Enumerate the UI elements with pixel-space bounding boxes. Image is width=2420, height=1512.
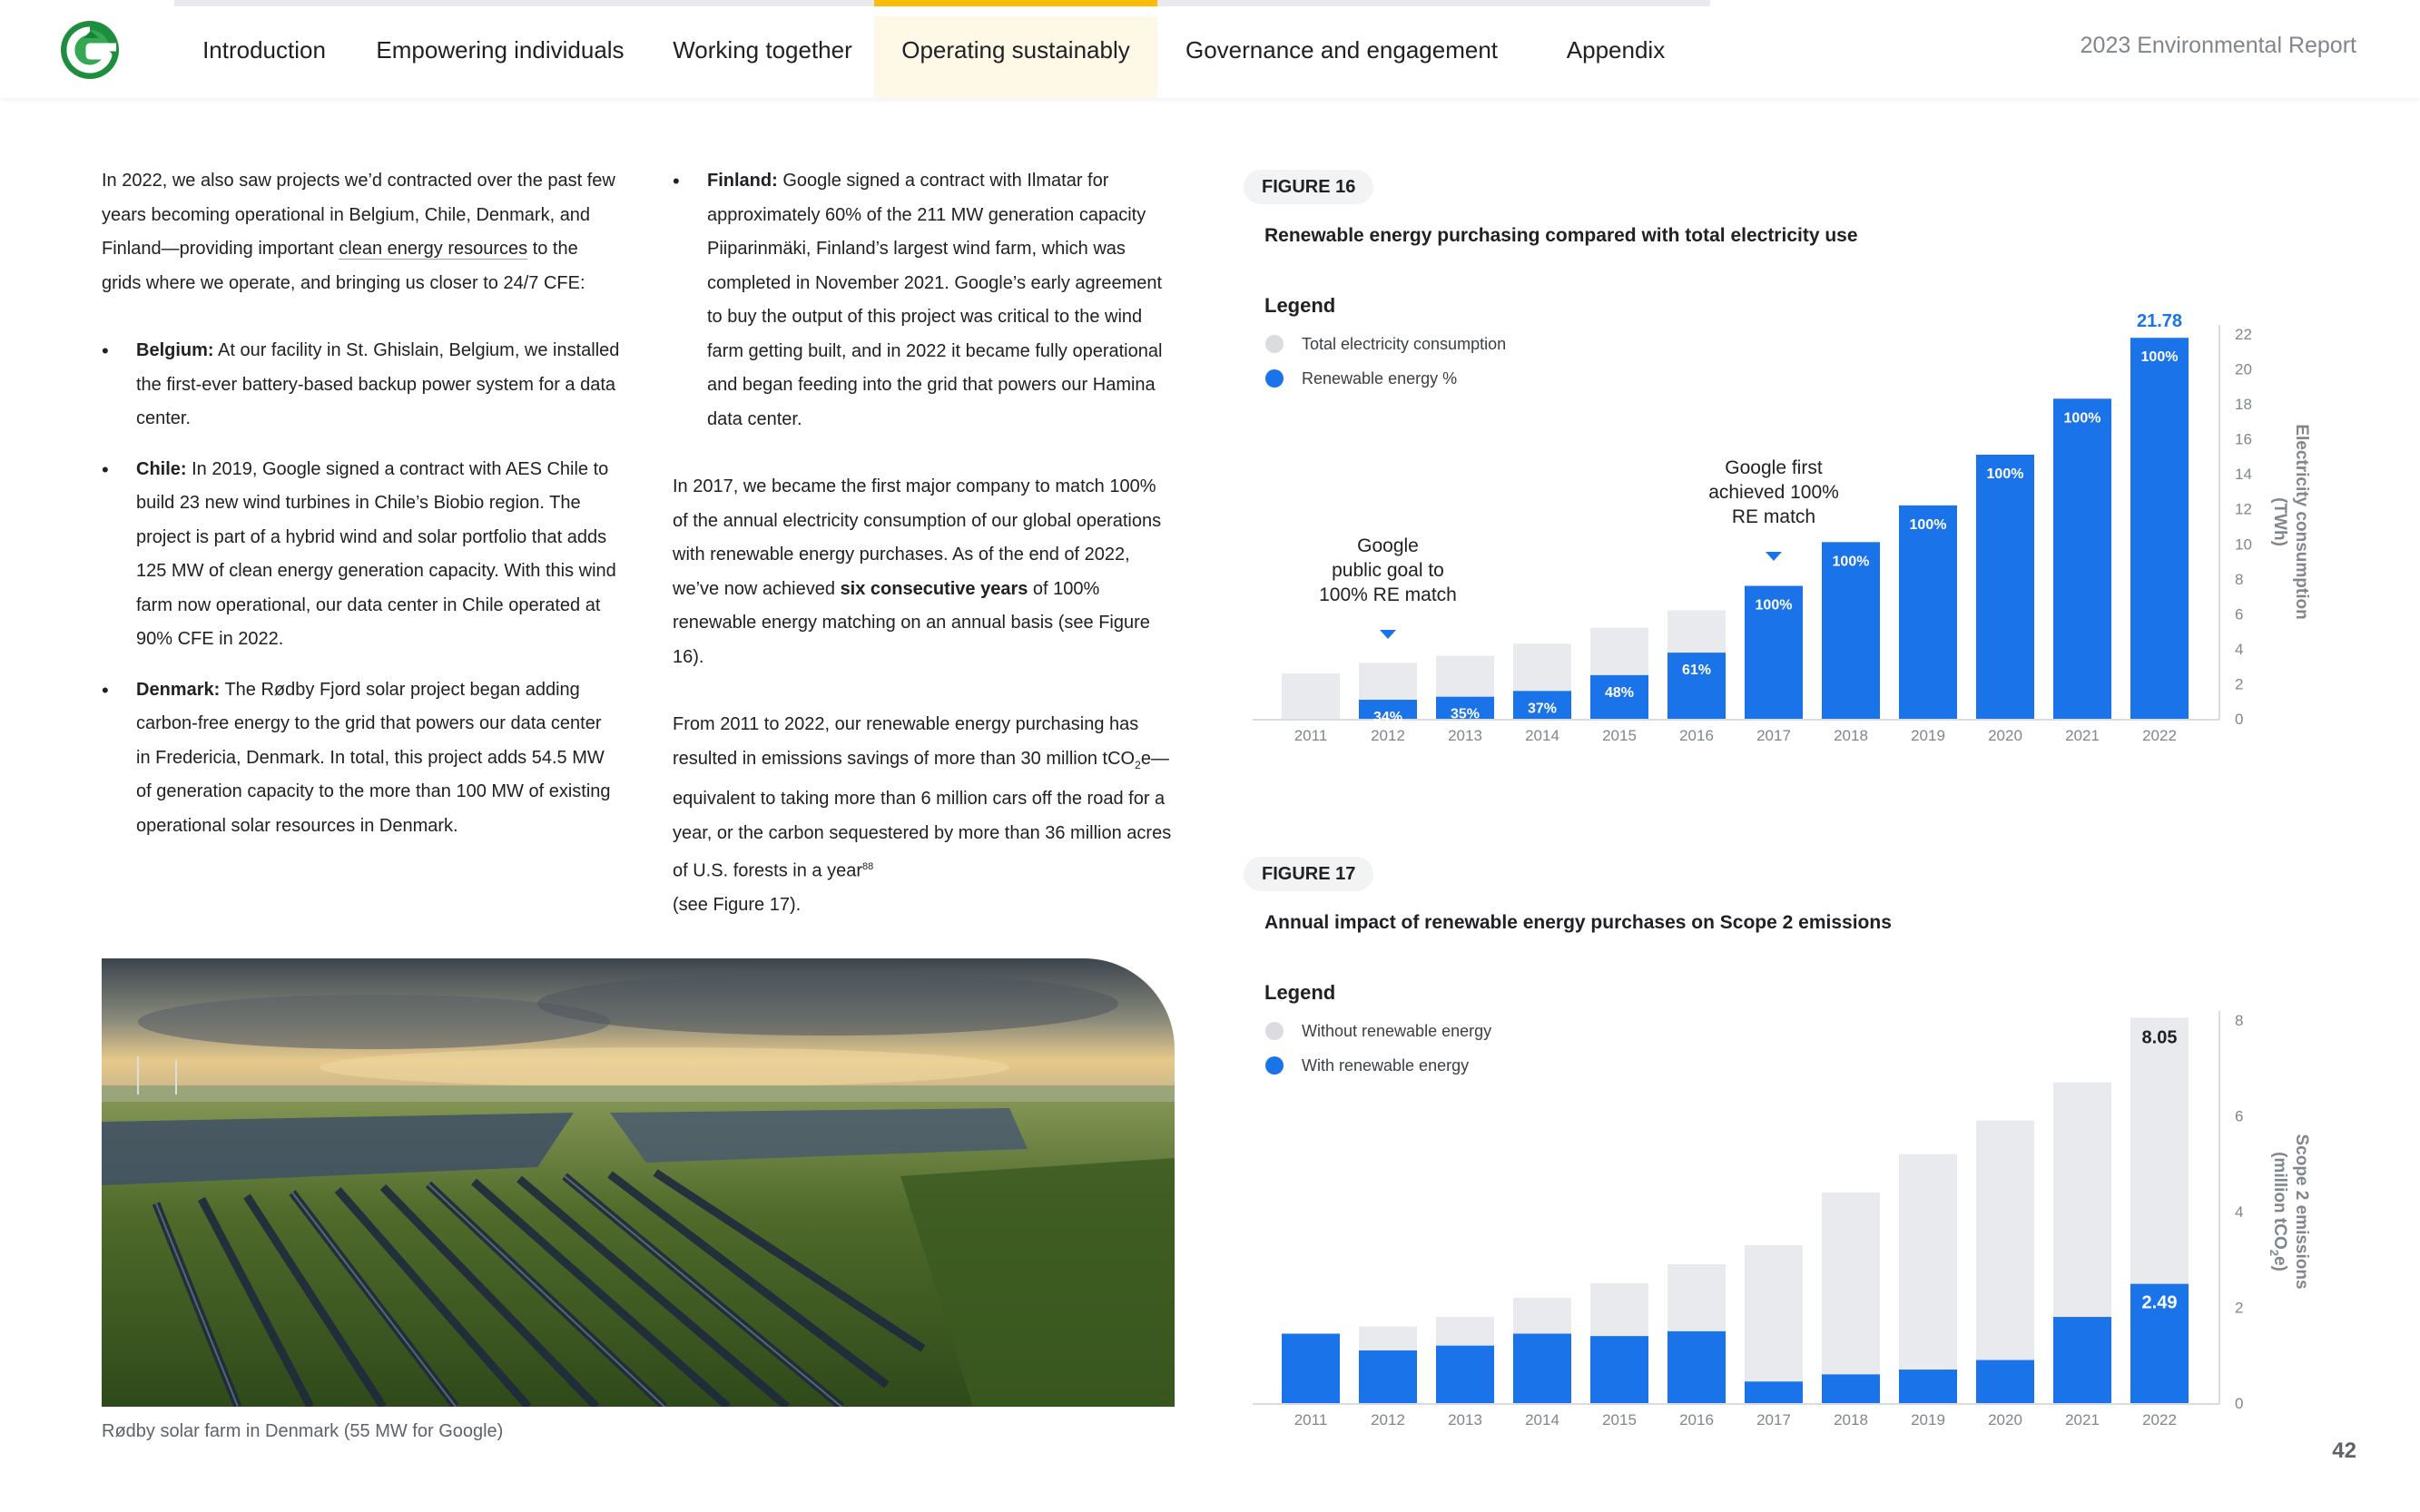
intro-text: In 2022, we also saw projects we’d contracted over the past few years becoming operational in Belgium, Chile, Denmark, and Finland—providing important	[102, 171, 615, 259]
bullet-chile	[102, 453, 619, 657]
bullet-chile-label: Chile:	[136, 458, 187, 479]
x-tick-label: 2018	[1834, 727, 1868, 744]
y-tick-label: 2	[2235, 1299, 2244, 1317]
y-tick-label: 14	[2235, 466, 2252, 484]
paragraph-2017-text: In 2017, we became the first major company to match 100% of the annual electricity consumption of our global operations with renewable energy purchases. As of the end of 2022, we’ve now achieved	[673, 476, 1162, 599]
figure-16-legend-title: Legend	[1264, 294, 1336, 317]
data-label-percent: 61%	[1681, 663, 1712, 679]
photo-caption: Rødby solar farm in Denmark (55 MW for Google)	[102, 1421, 504, 1441]
y-tick-label: 18	[2235, 396, 2252, 414]
x-tick-label: 2017	[1756, 727, 1791, 744]
emissions-text-mid: e—equivalent to taking more than 6 million cars off the road for a year, or the carbon sequestered by more than 36 million acres of U.S. forests in a year	[673, 748, 1172, 881]
paragraph-2017-match	[673, 470, 1174, 674]
bar-with-renewable	[1359, 1350, 1417, 1403]
x-tick-label: 2021	[2065, 1411, 2100, 1429]
bar-with-renewable	[1282, 1334, 1340, 1403]
bar-renewable-energy	[1899, 506, 1957, 719]
legend-total-electricity: Total electricity consumption	[1302, 335, 1507, 353]
figure-17-legend-title: Legend	[1264, 981, 1336, 1004]
y-tick-label: 6	[2235, 1107, 2244, 1125]
bullet-belgium-label: Belgium:	[136, 340, 214, 360]
nav-operating-sustainably[interactable]: Operating sustainably	[874, 16, 1157, 98]
legend-without-renewable: Without renewable energy	[1302, 1022, 1492, 1040]
bar-total-electricity	[1282, 673, 1340, 719]
data-label-without-2022: 8.05	[2141, 1027, 2178, 1048]
legend-with-renewable: With renewable energy	[1302, 1056, 1470, 1075]
annotation-text: Google	[1357, 535, 1419, 556]
intro-text-end: to the grids where we operate, and bringing us closer to 24/7 CFE:	[102, 239, 585, 293]
six-years-emphasis: six consecutive years	[840, 578, 1028, 599]
y-tick-label: 12	[2235, 500, 2252, 518]
x-tick-label: 2021	[2065, 727, 2100, 744]
y-tick-label: 6	[2235, 605, 2244, 623]
nav-governance-and-engagement[interactable]: Governance and engagement	[1185, 36, 1499, 64]
page-number: 42	[2332, 1438, 2356, 1463]
solar-farm-photo	[102, 958, 1175, 1407]
y-tick-label: 0	[2235, 1395, 2244, 1412]
x-tick-label: 2012	[1371, 727, 1405, 744]
y-tick-label: 20	[2235, 360, 2252, 378]
data-label-total-2022: 21.78	[2136, 311, 2183, 332]
intro-paragraph	[102, 164, 619, 300]
emissions-text: From 2011 to 2022, our renewable energy purchasing has resulted in emissions savings of more than 30 million tCO	[673, 714, 1139, 769]
nav-empowering-individuals[interactable]: Empowering individuals	[376, 36, 625, 64]
bullet-denmark	[102, 673, 619, 844]
x-tick-label: 2016	[1679, 727, 1714, 744]
bullet-finland-text: Google signed a contract with Ilmatar for approximately 60% of the 211 MW generation capacity Piiparinmäki, Finland’s largest wind farm, which was completed in November 2021. Google’s early agreement to buy the output of this project was critical to the wind farm getting built, and in 2022 it became fully operational and began feeding into the grid that powers our Hamina data center.	[707, 171, 1163, 429]
x-tick-label: 2013	[1448, 1411, 1482, 1429]
bullet-belgium	[102, 334, 644, 437]
bar-with-renewable	[1899, 1370, 1957, 1403]
bullet-belgium-text: At our facility in St. Ghislain, Belgium, we installed the first-ever battery-based backup power system for a data center.	[136, 340, 620, 428]
paragraph-2017-text-end: of 100% renewable energy matching on an annual basis (see Figure 16).	[673, 578, 1150, 667]
x-tick-label: 2011	[1294, 727, 1328, 744]
nav-introduction[interactable]: Introduction	[202, 36, 326, 64]
x-tick-label: 2022	[2142, 1411, 2177, 1429]
y-tick-label: 22	[2235, 326, 2252, 343]
bar-renewable-energy	[2053, 398, 2111, 719]
emissions-text-end: (see Figure 17).	[673, 895, 802, 916]
figure-16-title: Renewable energy purchasing compared with total electricity use	[1264, 225, 1858, 246]
bullet-denmark-text: The Rødby Fjord solar project began adding carbon-free energy to the grid that powers our data center in Fredericia, Denmark. In total, this project adds 54.5 MW of generation capacity to the more than 100 MW of existing operational solar resources in Denmark.	[136, 679, 611, 836]
data-label-with-2022: 2.49	[2141, 1292, 2178, 1313]
bar-with-renewable	[1513, 1334, 1571, 1403]
x-tick-label: 2022	[2142, 727, 2177, 744]
x-tick-label: 2015	[1602, 1411, 1637, 1429]
x-tick-label: 2014	[1525, 1411, 1559, 1429]
legend-renewable-percent: Renewable energy %	[1302, 369, 1458, 388]
bar-with-renewable	[2053, 1317, 2111, 1403]
figure-17-chart	[1244, 989, 2333, 1443]
bar-without-renewable	[1745, 1245, 1803, 1403]
y-axis-label: Scope 2 emissions(million tCO$_2$e)	[2268, 1134, 2311, 1290]
figure-17-title: Annual impact of renewable energy purchases on Scope 2 emissions	[1264, 912, 1892, 933]
footnote-88-link[interactable]: 88	[861, 861, 874, 872]
data-label-percent: 37%	[1527, 701, 1558, 717]
data-label-percent: 100%	[2063, 410, 2101, 427]
co2-subscript: 2	[1135, 758, 1141, 771]
x-tick-label: 2020	[1988, 727, 2022, 744]
y-axis-label: Electricity consumption(TWh)	[2270, 424, 2311, 620]
x-tick-label: 2019	[1911, 727, 1945, 744]
paragraph-emissions-savings	[673, 708, 1174, 923]
x-tick-label: 2018	[1834, 1411, 1868, 1429]
data-label-percent: 100%	[2140, 349, 2179, 366]
data-label-percent: 34%	[1372, 710, 1403, 726]
y-tick-label: 2	[2235, 675, 2244, 693]
nav-appendix[interactable]: Appendix	[1566, 36, 1666, 64]
bullet-chile-text: In 2019, Google signed a contract with AES Chile to build 23 new wind turbines in Chile’s Biobio region. The project is part of a hybrid wind and solar portfolio that adds 125 MW of clean energy generation capacity. With this wind farm now operational, our data center in Chile operated at 90% CFE in 2022.	[136, 458, 616, 649]
figure-17-badge: FIGURE 17	[1244, 857, 1373, 891]
x-tick-label: 2015	[1602, 727, 1637, 744]
y-tick-label: 10	[2235, 535, 2252, 554]
figure-16-chart	[1244, 299, 2333, 753]
data-label-percent: 100%	[1755, 597, 1793, 614]
bar-with-renewable	[1976, 1360, 2034, 1403]
x-tick-label: 2013	[1448, 727, 1482, 744]
clean-energy-resources-link[interactable]: clean energy resources	[339, 239, 528, 259]
bullet-denmark-label: Denmark:	[136, 679, 221, 700]
data-label-percent: 100%	[1909, 516, 1947, 533]
annotation-text: achieved 100%	[1708, 482, 1839, 503]
annotation-arrow-icon	[1380, 630, 1396, 639]
solar-farm-illustration	[102, 958, 1175, 1407]
x-tick-label: 2011	[1294, 1411, 1328, 1429]
data-label-percent: 100%	[1986, 466, 2024, 482]
data-label-percent: 48%	[1604, 684, 1635, 701]
annotation-text: Google first	[1725, 457, 1823, 478]
y-tick-label: 8	[2235, 570, 2244, 588]
bar-with-renewable	[1745, 1381, 1803, 1403]
nav-working-together[interactable]: Working together	[673, 36, 852, 64]
x-tick-label: 2016	[1679, 1411, 1714, 1429]
bar-with-renewable	[1667, 1331, 1726, 1403]
bar-renewable-energy	[1976, 455, 2034, 719]
bullet-finland-label: Finland:	[707, 171, 778, 191]
annotation-text: RE match	[1731, 506, 1816, 527]
text-column-middle	[673, 164, 1174, 923]
bar-with-renewable	[1822, 1374, 1880, 1403]
x-tick-label: 2019	[1911, 1411, 1945, 1429]
bar-without-renewable	[1822, 1193, 1880, 1403]
annotation-arrow-icon	[1766, 552, 1782, 561]
bar-with-renewable	[1590, 1336, 1648, 1403]
bar-with-renewable	[1436, 1346, 1494, 1403]
bar-renewable-energy	[2130, 338, 2189, 719]
data-label-percent: 35%	[1450, 706, 1481, 722]
bar-without-renewable	[1899, 1154, 1957, 1403]
x-tick-label: 2014	[1525, 727, 1559, 744]
report-title: 2023 Environmental Report	[2080, 33, 2356, 58]
x-tick-label: 2017	[1756, 1411, 1791, 1429]
y-tick-label: 0	[2235, 711, 2244, 728]
top-navigation-bar	[0, 0, 2420, 98]
annotation-text: public goal to	[1332, 560, 1444, 581]
figure-16-badge: FIGURE 16	[1244, 170, 1373, 204]
text-column-left	[102, 164, 619, 843]
y-tick-label: 8	[2235, 1012, 2244, 1029]
y-tick-label: 16	[2235, 430, 2252, 448]
x-tick-label: 2020	[1988, 1411, 2022, 1429]
y-tick-label: 4	[2235, 1203, 2244, 1221]
google-g-logo-icon[interactable]	[60, 20, 120, 80]
y-tick-label: 4	[2235, 640, 2244, 658]
x-tick-label: 2012	[1371, 1411, 1405, 1429]
bullet-finland	[673, 164, 1174, 437]
annotation-text: 100% RE match	[1319, 584, 1457, 605]
data-label-percent: 100%	[1832, 554, 1870, 570]
